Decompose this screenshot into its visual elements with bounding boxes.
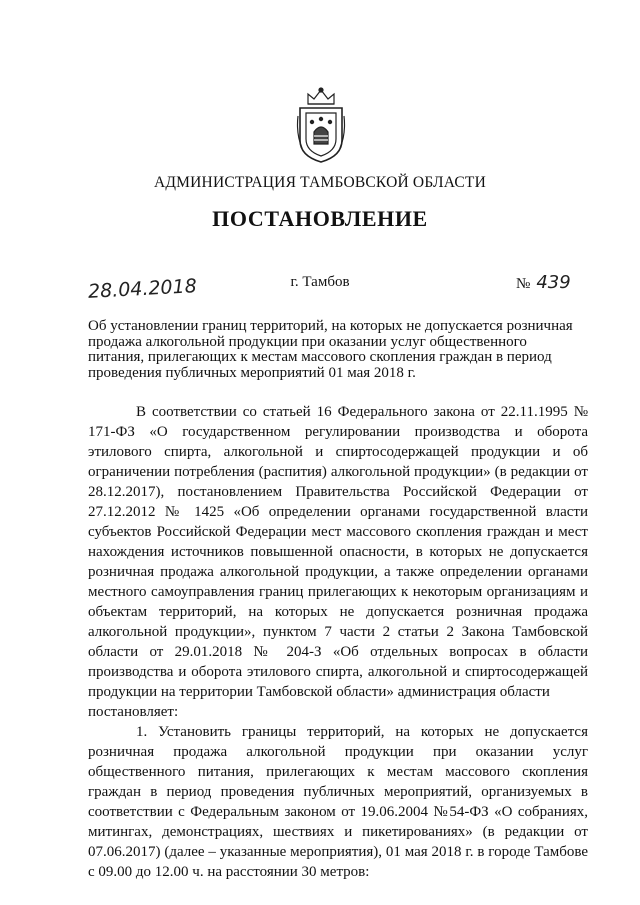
handwritten-date: 28.04.2018: [87, 275, 198, 303]
coat-of-arms-emblem: [294, 86, 348, 166]
document-type-title: ПОСТАНОВЛЕНИЕ: [212, 206, 428, 231]
coat-of-arms-icon: [294, 86, 348, 166]
item-1-paragraph: 1. Установить границы территорий, на которых не допускается розничная продажа алкогольной продукции при оказании услуг общественного питания, прилегающих к местам массового скопления граждан в период проведения публичных мероприятий, организуемых в соответствии с Федеральным законом от 19.06.2004 №54-ФЗ «О собраниях, митингах, демонстрациях, шествиях и пикетированиях» (в редакции от 07.06.2017) (далее – указанные мероприятия), 01 мая 2018 г. в городе Тамбове с 09.00 до 12.00 ч. на расстоянии 30 метров:: [88, 724, 588, 880]
issue-city: г. Тамбов: [290, 274, 350, 290]
handwritten-number: 439: [536, 272, 571, 293]
document-body: [88, 402, 588, 882]
number-sign: №: [516, 276, 531, 292]
document-subject: Об установлении границ территорий, на которых не допускается розничная продажа алкогольной продукции при оказании услуг общественного питания, прилегающих к местам массового скопления граждан в период проведения публичных мероприятий 01 мая 2018 г.: [88, 318, 573, 381]
issuing-authority: АДМИНИСТРАЦИЯ ТАМБОВСКОЙ ОБЛАСТИ: [154, 174, 486, 191]
document-number: [516, 272, 571, 293]
resolves-line: постановляет:: [88, 704, 179, 720]
preamble-paragraph: В соответствии со статьей 16 Федерального закона от 22.11.1995 № 171-ФЗ «О государственном регулировании производства и оборота этилового спирта, алкогольной и спиртосодержащей продукции и об ограничении потребления (распития) алкогольной продукции» (в редакции от 28.12.2017), постановлением Правительства Российской Федерации от 27.12.2012 № 1425 «Об определении органами государственной власти субъектов Российской Федерации мест массового скопления граждан и мест нахождения источников повышенной опасности, в которых не допускается розничная продажа алкогольной продукции, а также определении органами местного самоуправления границ прилегающих к некоторым организациям и объектам территорий, на которых не допускается розничная продажа алкогольной продукции», пунктом 7 части 2 статьи 2 Закона Тамбовской области от 29.01.2018 № 204-З «Об отдельных вопросах в области производства и оборота этилового спирта, алкогольной и спиртосодержащей продукции на территории Тамбовской области» администрация области: [88, 404, 588, 700]
